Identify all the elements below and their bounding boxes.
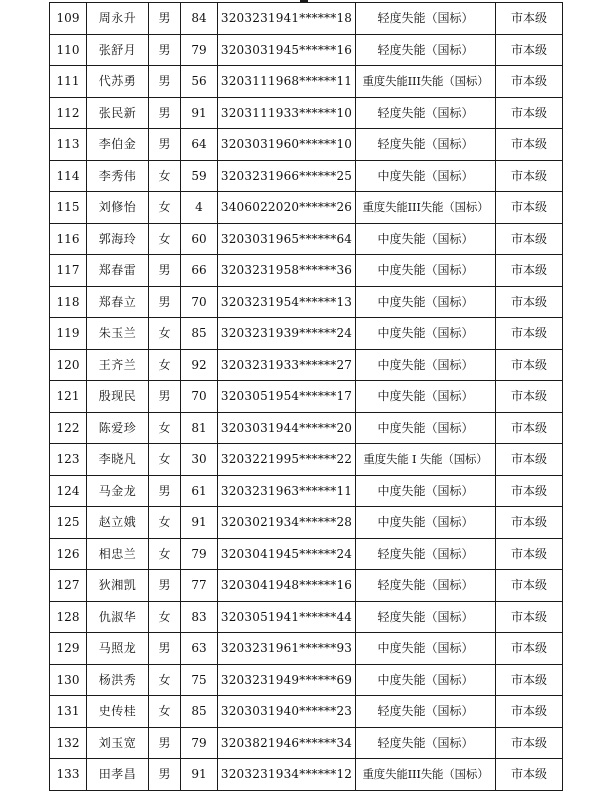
id-number-cell: 3203231941******18 <box>218 3 356 35</box>
jurisdiction-cell: 市本级 <box>496 286 563 318</box>
row-number-cell: 125 <box>50 507 87 539</box>
id-number-cell: 3203231949******69 <box>218 664 356 696</box>
row-number-cell: 111 <box>50 66 87 98</box>
age-cell: 75 <box>181 664 218 696</box>
table-row <box>50 444 563 476</box>
age-cell: 61 <box>181 475 218 507</box>
table-row <box>50 696 563 728</box>
id-number-cell: 3203051941******44 <box>218 601 356 633</box>
row-number-cell: 116 <box>50 223 87 255</box>
table-row <box>50 664 563 696</box>
jurisdiction-cell: 市本级 <box>496 3 563 35</box>
table-row <box>50 507 563 539</box>
table-row <box>50 160 563 192</box>
table-row <box>50 223 563 255</box>
row-number-cell: 117 <box>50 255 87 287</box>
age-cell: 92 <box>181 349 218 381</box>
row-number-cell: 112 <box>50 97 87 129</box>
gender-cell: 男 <box>149 381 181 413</box>
jurisdiction-cell: 市本级 <box>496 538 563 570</box>
table-row <box>50 129 563 161</box>
disability-level-cell: 轻度失能（国标） <box>356 129 496 161</box>
jurisdiction-cell: 市本级 <box>496 412 563 444</box>
age-cell: 60 <box>181 223 218 255</box>
gender-cell: 男 <box>149 129 181 161</box>
person-name-cell: 赵立娥 <box>87 507 149 539</box>
gender-cell: 男 <box>149 570 181 602</box>
row-number-cell: 109 <box>50 3 87 35</box>
person-name-cell: 张舒月 <box>87 34 149 66</box>
gender-cell: 男 <box>149 286 181 318</box>
table-row <box>50 349 563 381</box>
table-row <box>50 538 563 570</box>
jurisdiction-cell: 市本级 <box>496 192 563 224</box>
table-row <box>50 66 563 98</box>
gender-cell: 女 <box>149 349 181 381</box>
table-row <box>50 318 563 350</box>
jurisdiction-cell: 市本级 <box>496 223 563 255</box>
gender-cell: 男 <box>149 475 181 507</box>
row-number-cell: 128 <box>50 601 87 633</box>
gender-cell: 女 <box>149 412 181 444</box>
person-name-cell: 殷现民 <box>87 381 149 413</box>
jurisdiction-cell: 市本级 <box>496 601 563 633</box>
disability-level-cell: 轻度失能（国标） <box>356 601 496 633</box>
gender-cell: 女 <box>149 192 181 224</box>
age-cell: 83 <box>181 601 218 633</box>
jurisdiction-cell: 市本级 <box>496 727 563 759</box>
row-number-cell: 127 <box>50 570 87 602</box>
row-number-cell: 129 <box>50 633 87 665</box>
person-name-cell: 田孝昌 <box>87 759 149 791</box>
row-number-cell: 121 <box>50 381 87 413</box>
gender-cell: 男 <box>149 97 181 129</box>
id-number-cell: 3203231933******27 <box>218 349 356 381</box>
row-number-cell: 110 <box>50 34 87 66</box>
age-cell: 91 <box>181 759 218 791</box>
disability-level-cell: 中度失能（国标） <box>356 160 496 192</box>
person-name-cell: 李晓凡 <box>87 444 149 476</box>
table-row <box>50 3 563 35</box>
gender-cell: 女 <box>149 507 181 539</box>
jurisdiction-cell: 市本级 <box>496 255 563 287</box>
age-cell: 91 <box>181 97 218 129</box>
disability-level-cell: 中度失能（国标） <box>356 349 496 381</box>
id-number-cell: 3203111968******11 <box>218 66 356 98</box>
disability-level-cell: 中度失能（国标） <box>356 381 496 413</box>
jurisdiction-cell: 市本级 <box>496 570 563 602</box>
disability-level-cell: 中度失能（国标） <box>356 412 496 444</box>
row-number-cell: 122 <box>50 412 87 444</box>
id-number-cell: 3203231966******25 <box>218 160 356 192</box>
age-cell: 79 <box>181 727 218 759</box>
table-row <box>50 255 563 287</box>
id-number-cell: 3203231934******12 <box>218 759 356 791</box>
row-number-cell: 130 <box>50 664 87 696</box>
person-name-cell: 周永升 <box>87 3 149 35</box>
disability-level-cell: 轻度失能（国标） <box>356 727 496 759</box>
jurisdiction-cell: 市本级 <box>496 97 563 129</box>
id-number-cell: 3203021934******28 <box>218 507 356 539</box>
age-cell: 85 <box>181 696 218 728</box>
table-row <box>50 412 563 444</box>
disability-record-table <box>49 2 563 791</box>
row-number-cell: 126 <box>50 538 87 570</box>
table-row <box>50 97 563 129</box>
person-name-cell: 史传桂 <box>87 696 149 728</box>
id-number-cell: 3203031944******20 <box>218 412 356 444</box>
disability-level-cell: 轻度失能（国标） <box>356 696 496 728</box>
person-name-cell: 刘玉宽 <box>87 727 149 759</box>
row-number-cell: 118 <box>50 286 87 318</box>
id-number-cell: 3203221995******22 <box>218 444 356 476</box>
disability-level-cell: 中度失能（国标） <box>356 318 496 350</box>
id-number-cell: 3203031965******64 <box>218 223 356 255</box>
age-cell: 70 <box>181 381 218 413</box>
person-name-cell: 李伯金 <box>87 129 149 161</box>
disability-level-cell: 中度失能（国标） <box>356 664 496 696</box>
id-number-cell: 3203111933******10 <box>218 97 356 129</box>
jurisdiction-cell: 市本级 <box>496 696 563 728</box>
person-name-cell: 仇淑华 <box>87 601 149 633</box>
age-cell: 66 <box>181 255 218 287</box>
age-cell: 79 <box>181 538 218 570</box>
age-cell: 91 <box>181 507 218 539</box>
person-name-cell: 杨洪秀 <box>87 664 149 696</box>
jurisdiction-cell: 市本级 <box>496 318 563 350</box>
age-cell: 56 <box>181 66 218 98</box>
jurisdiction-cell: 市本级 <box>496 633 563 665</box>
table-row <box>50 727 563 759</box>
age-cell: 63 <box>181 633 218 665</box>
table-body <box>50 3 563 791</box>
row-number-cell: 131 <box>50 696 87 728</box>
jurisdiction-cell: 市本级 <box>496 381 563 413</box>
disability-level-cell: 中度失能（国标） <box>356 475 496 507</box>
gender-cell: 男 <box>149 759 181 791</box>
gender-cell: 女 <box>149 318 181 350</box>
person-name-cell: 郑春立 <box>87 286 149 318</box>
age-cell: 64 <box>181 129 218 161</box>
age-cell: 77 <box>181 570 218 602</box>
age-cell: 59 <box>181 160 218 192</box>
id-number-cell: 3203041948******16 <box>218 570 356 602</box>
table-row <box>50 475 563 507</box>
disability-level-cell: 中度失能（国标） <box>356 507 496 539</box>
jurisdiction-cell: 市本级 <box>496 475 563 507</box>
row-number-cell: 124 <box>50 475 87 507</box>
id-number-cell: 3203031940******23 <box>218 696 356 728</box>
table-row <box>50 601 563 633</box>
person-name-cell: 郭海玲 <box>87 223 149 255</box>
jurisdiction-cell: 市本级 <box>496 160 563 192</box>
gender-cell: 男 <box>149 727 181 759</box>
row-number-cell: 113 <box>50 129 87 161</box>
age-cell: 70 <box>181 286 218 318</box>
table-row <box>50 570 563 602</box>
person-name-cell: 朱玉兰 <box>87 318 149 350</box>
id-number-cell: 3406022020******26 <box>218 192 356 224</box>
person-name-cell: 李秀伟 <box>87 160 149 192</box>
jurisdiction-cell: 市本级 <box>496 34 563 66</box>
jurisdiction-cell: 市本级 <box>496 349 563 381</box>
gender-cell: 女 <box>149 223 181 255</box>
row-number-cell: 119 <box>50 318 87 350</box>
id-number-cell: 3203231963******11 <box>218 475 356 507</box>
id-number-cell: 3203031945******16 <box>218 34 356 66</box>
table-row <box>50 759 563 791</box>
disability-level-cell: 轻度失能（国标） <box>356 34 496 66</box>
row-number-cell: 132 <box>50 727 87 759</box>
table-row <box>50 633 563 665</box>
disability-level-cell: 重度失能III失能（国标） <box>356 759 496 791</box>
jurisdiction-cell: 市本级 <box>496 129 563 161</box>
person-name-cell: 代苏勇 <box>87 66 149 98</box>
jurisdiction-cell: 市本级 <box>496 759 563 791</box>
disability-level-cell: 中度失能（国标） <box>356 286 496 318</box>
id-number-cell: 3203041945******24 <box>218 538 356 570</box>
table-row <box>50 381 563 413</box>
person-name-cell: 王齐兰 <box>87 349 149 381</box>
gender-cell: 女 <box>149 696 181 728</box>
gender-cell: 男 <box>149 255 181 287</box>
age-cell: 30 <box>181 444 218 476</box>
jurisdiction-cell: 市本级 <box>496 444 563 476</box>
id-number-cell: 3203231954******13 <box>218 286 356 318</box>
gender-cell: 女 <box>149 444 181 476</box>
jurisdiction-cell: 市本级 <box>496 507 563 539</box>
person-name-cell: 马照龙 <box>87 633 149 665</box>
gender-cell: 女 <box>149 538 181 570</box>
gender-cell: 女 <box>149 664 181 696</box>
disability-level-cell: 重度失能 I 失能（国标） <box>356 444 496 476</box>
id-number-cell: 3203051954******17 <box>218 381 356 413</box>
id-number-cell: 3203231961******93 <box>218 633 356 665</box>
disability-level-cell: 中度失能（国标） <box>356 255 496 287</box>
disability-level-cell: 中度失能（国标） <box>356 633 496 665</box>
age-cell: 4 <box>181 192 218 224</box>
gender-cell: 男 <box>149 3 181 35</box>
row-number-cell: 120 <box>50 349 87 381</box>
table-row <box>50 34 563 66</box>
disability-level-cell: 轻度失能（国标） <box>356 97 496 129</box>
gender-cell: 男 <box>149 66 181 98</box>
age-cell: 84 <box>181 3 218 35</box>
table-row <box>50 192 563 224</box>
age-cell: 79 <box>181 34 218 66</box>
gender-cell: 男 <box>149 633 181 665</box>
row-number-cell: 133 <box>50 759 87 791</box>
row-number-cell: 123 <box>50 444 87 476</box>
row-number-cell: 115 <box>50 192 87 224</box>
person-name-cell: 相忠兰 <box>87 538 149 570</box>
disability-level-cell: 重度失能III失能（国标） <box>356 192 496 224</box>
id-number-cell: 3203821946******34 <box>218 727 356 759</box>
disability-level-cell: 轻度失能（国标） <box>356 538 496 570</box>
jurisdiction-cell: 市本级 <box>496 66 563 98</box>
id-number-cell: 3203231958******36 <box>218 255 356 287</box>
person-name-cell: 陈爱珍 <box>87 412 149 444</box>
person-name-cell: 狄湘凯 <box>87 570 149 602</box>
person-name-cell: 马金龙 <box>87 475 149 507</box>
id-number-cell: 3203031960******10 <box>218 129 356 161</box>
person-name-cell: 刘修怡 <box>87 192 149 224</box>
gender-cell: 男 <box>149 34 181 66</box>
table-row <box>50 286 563 318</box>
disability-level-cell: 重度失能III失能（国标） <box>356 66 496 98</box>
disability-level-cell: 中度失能（国标） <box>356 223 496 255</box>
person-name-cell: 张民新 <box>87 97 149 129</box>
age-cell: 85 <box>181 318 218 350</box>
jurisdiction-cell: 市本级 <box>496 664 563 696</box>
disability-level-cell: 轻度失能（国标） <box>356 570 496 602</box>
gender-cell: 女 <box>149 601 181 633</box>
gender-cell: 女 <box>149 160 181 192</box>
person-name-cell: 郑春雷 <box>87 255 149 287</box>
id-number-cell: 3203231939******24 <box>218 318 356 350</box>
age-cell: 81 <box>181 412 218 444</box>
disability-level-cell: 轻度失能（国标） <box>356 3 496 35</box>
row-number-cell: 114 <box>50 160 87 192</box>
